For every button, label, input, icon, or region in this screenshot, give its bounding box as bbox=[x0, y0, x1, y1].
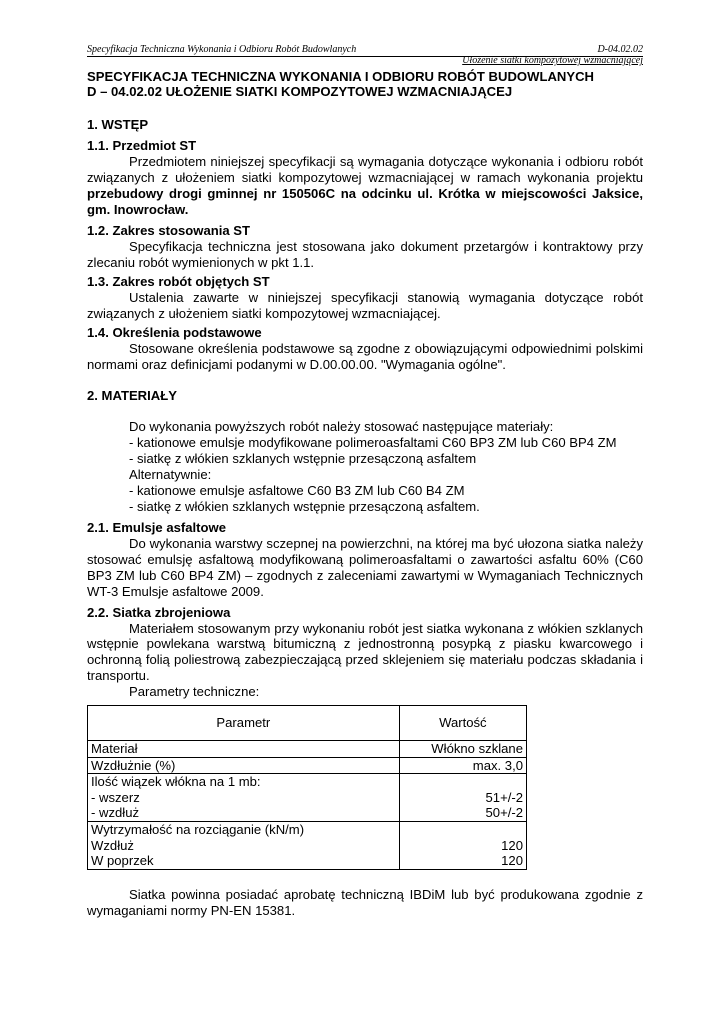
table-row bbox=[88, 822, 527, 870]
header-left-text: Specyfikacja Techniczna Wykonania i Odbioru Robót Budowlanych bbox=[87, 44, 357, 55]
header-subtitle: Ułożenie siatki kompozytowej wzmacniającej bbox=[462, 55, 643, 66]
cell-line: Wytrzymałość na rozciąganie (kN/m) bbox=[91, 822, 305, 838]
table-cell: max. 3,0 bbox=[399, 757, 526, 774]
cell-line: 51+/-2 bbox=[485, 789, 523, 805]
cell-line bbox=[403, 774, 523, 790]
section-2-2-heading: 2.2. Siatka zbrojeniowa bbox=[87, 604, 231, 620]
section-1-1-text bbox=[87, 154, 643, 218]
cell-line: Ilość wiązek włókna na 1 mb: bbox=[91, 774, 261, 790]
table-cell: Materiał bbox=[88, 741, 400, 758]
title-line-1: SPECYFIKACJA TECHNICZNA WYKONANIA I ODBIORU ROBÓT BUDOWLANYCH bbox=[87, 69, 595, 84]
table-cell bbox=[399, 774, 526, 822]
section-1-2-text: Specyfikacja techniczna jest stosowana jako dokument przetargów i kontraktowy przy zlecaniu robót wymienionych w pkt 1.1. bbox=[87, 239, 643, 270]
cell-line bbox=[403, 822, 523, 838]
section-2-2-text: Materiałem stosowanym przy wykonaniu robót jest siatka wykonana z włókien szklanych wstępnie powlekana warstwą bitumiczną z jednostronną posypką z piasku kwarcowego i ochronną folią poliestrową zabezpieczającą przed sklejeniem się materiału podczas składania i transportu. bbox=[87, 620, 643, 684]
document-body bbox=[87, 69, 643, 919]
section-1-heading: 1. WSTĘP bbox=[87, 117, 149, 133]
materials-list bbox=[129, 419, 643, 514]
cell-line: 120 bbox=[501, 837, 523, 853]
section-2-heading: 2. MATERIAŁY bbox=[87, 388, 177, 404]
parameters-table bbox=[87, 705, 527, 870]
column-header-parameter: Parametr bbox=[88, 706, 400, 741]
column-header-value: Wartość bbox=[399, 706, 526, 741]
section-1-1-text-start: Przedmiotem niniejszej specyfikacji są wymagania dotyczące wykonania i odbioru robót związanych z ułożeniem siatki kompozytowej wzmacniającej w ramach wykonania projektu bbox=[87, 154, 643, 186]
list-item: - siatkę z włókien szklanych wstępnie przesączoną asfaltem bbox=[129, 451, 477, 467]
table-row bbox=[88, 757, 527, 774]
cell-line: - wzdłuż bbox=[91, 805, 140, 821]
section-1-3-heading: 1.3. Zakres robót objętych ST bbox=[87, 273, 270, 289]
table-cell bbox=[88, 774, 400, 822]
title-line-2: D – 04.02.02 UŁOŻENIE SIATKI KOMPOZYTOWEJ WZMACNIAJĄCEJ bbox=[87, 84, 513, 100]
table-row bbox=[88, 741, 527, 758]
section-1-1-heading: 1.1. Przedmiot ST bbox=[87, 138, 197, 154]
cell-line: - wszerz bbox=[91, 789, 140, 805]
table-cell bbox=[399, 822, 526, 870]
table-row bbox=[88, 774, 527, 822]
section-2-1-text: Do wykonania warstwy sczepnej na powierzchni, na której ma być ułozona siatka należy stosować emulsję asfaltową modyfikowaną polimeroasfaltami o zawartości asfaltu 60% (C60 BP3 ZM lub C60 BP4 ZM) – zgodnych z zaleceniami zawartymi w Wymaganiach Technicznych WT-3 Emulsje asfaltowe 2009. bbox=[87, 535, 643, 599]
materials-intro: Do wykonania powyższych robót należy stosować następujące materiały: bbox=[129, 419, 554, 435]
cell-line: 120 bbox=[501, 853, 523, 869]
section-1-4-text: Stosowane określenia podstawowe są zgodne z obowiązującymi odpowiednimi polskimi normami oraz definicjami podanymi w D.00.00.00. "Wymagania ogólne". bbox=[87, 340, 643, 372]
list-item: - siatkę z włókien szklanych wstępnie przesączoną asfaltem. bbox=[129, 499, 480, 514]
document-title bbox=[87, 69, 643, 99]
cell-line: W poprzek bbox=[91, 853, 154, 869]
section-1-3-text: Ustalenia zawarte w niniejszej specyfikacji stanowią wymagania dotyczące robót związanych z ułożeniem siatki kompozytowej wzmacniającej. bbox=[87, 289, 643, 321]
section-1-2-heading: 1.2. Zakres stosowania ST bbox=[87, 223, 251, 239]
list-item: - kationowe emulsje modyfikowane polimeroasfaltami C60 BP3 ZM lub C60 BP4 ZM bbox=[129, 435, 617, 451]
table-cell: Wzdłużnie (%) bbox=[88, 757, 400, 774]
section-1-1-text-bold: przebudowy drogi gminnej nr 150506C na odcinku ul. Krótka w miejscowości Jaksice, gm. Inowrocław. bbox=[87, 186, 643, 218]
list-item: Alternatywnie: bbox=[129, 467, 212, 483]
parameters-intro: Parametry techniczne: bbox=[129, 684, 260, 700]
section-2-1-heading: 2.1. Emulsje asfaltowe bbox=[87, 519, 226, 535]
header-doc-code: D-04.02.02 bbox=[597, 44, 643, 55]
cell-line: Wzdłuż bbox=[91, 837, 134, 853]
section-1-4-heading: 1.4. Określenia podstawowe bbox=[87, 324, 262, 340]
closing-text: Siatka powinna posiadać aprobatę techniczną IBDiM lub być produkowana zgodnie z wymaganiami normy PN-EN 15381. bbox=[87, 886, 643, 918]
table-cell bbox=[88, 822, 400, 870]
cell-line: 50+/-2 bbox=[485, 805, 523, 821]
list-item: - kationowe emulsje asfaltowe C60 B3 ZM lub C60 B4 ZM bbox=[129, 483, 465, 499]
table-header-row bbox=[88, 706, 527, 741]
table-cell: Włókno szklane bbox=[399, 741, 526, 758]
